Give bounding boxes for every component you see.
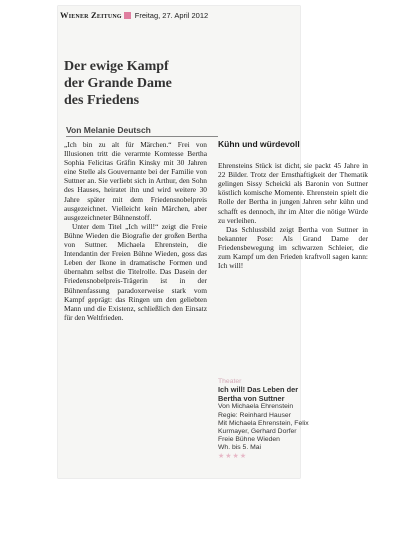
infobox-title-line: Ich will! Das Leben der	[218, 385, 299, 395]
infobox-category: Theater	[218, 378, 242, 385]
article-paragraph: „Ich bin zu alt für Märchen.“ Frei von Illusionen tritt die verarmte Komtesse Bertha Sophia Felicitas Gräfin Kinsky mit 30 Jahren eine Stelle als Gouvernante bei der Familie von Suttner an. Sie verliebt sich in Arthur, den Sohn des Hauses, heiratet ihn und wird weitere 30 Jahre später mit dem Friedensnobelpreis ausgezeichnet. Vielleicht kein Märchen, aber ausgezeichneter Bühnenstoff.	[64, 140, 207, 222]
infobox-line: Kurmayer, Gerhard Dorfer	[218, 428, 297, 435]
logo-square-icon	[124, 12, 131, 19]
author-byline: Von Melanie Deutsch	[66, 125, 151, 135]
byline-rule	[66, 136, 218, 137]
headline-line: Der ewige Kampf	[64, 59, 169, 74]
headline-line: der Grande Dame	[64, 76, 172, 91]
infobox-line: Von Michaela Ehrenstein	[218, 403, 294, 411]
theater-infobox	[218, 378, 358, 461]
rating-stars-icon: ★★★★	[218, 452, 248, 460]
infobox-line: Mit Michaela Ehrenstein, Felix	[218, 419, 309, 427]
article-paragraph: Unter dem Titel „Ich will!“ zeigt die Freie Bühne Wieden die Biografie der großen Bertha von Suttner. Michaela Ehrenstein, die Intendantin der Freien Bühne Wieden, goss das Leben der Ikone in dramatische Formen und übernahm selbst die Titelrolle. Das Dasein der Friedensnobelpreis-Trägerin ist in der Bühnenfassung paradoxerweise stark vom Kampf geprägt: das Ringen um den geliebten Mann und die Existenz, schließlich den Einsatz für den Weltfrieden.	[64, 221, 207, 322]
infobox-line: Regie: Reinhard Hauser	[218, 411, 291, 419]
article-right-column	[218, 140, 368, 270]
article-paragraph: Ehrensteins Stück ist dicht, sie packt 45 Jahre in 22 Bilder. Trotz der Ernsthaftigkeit der Thematik gelingen Sissy Scheicki als Baronin von Suttner köstlich komische Momente. Ehrenstein spielt die Rolle der Bertha in jungen Jahren sehr kühn und schafft es dennoch, ihr im Alter die nötige Würde zu verleihen.	[218, 161, 368, 225]
masthead	[60, 10, 230, 22]
infobox-line: Freie Bühne Wieden	[218, 436, 280, 444]
headline-line: des Friedens	[64, 93, 140, 108]
infobox-line: Wh. bis 5. Mai	[218, 444, 262, 452]
newspaper-logo: Wiener Zeitung	[60, 10, 122, 20]
issue-date: Freitag, 27. April 2012	[134, 11, 209, 20]
article-headline	[64, 58, 234, 109]
article-left-column	[64, 140, 207, 322]
section-subhead: Kühn und würdevoll	[218, 139, 300, 149]
infobox-title-line: Bertha von Suttner	[218, 393, 285, 403]
article-paragraph: Das Schlussbild zeigt Bertha von Suttner in bekannter Pose: Als Grand Dame der Friedensbewegung im schwarzen Schleier, die zum Kampf um den Frieden kraftvoll sagen kann: Ich will!	[218, 224, 368, 271]
